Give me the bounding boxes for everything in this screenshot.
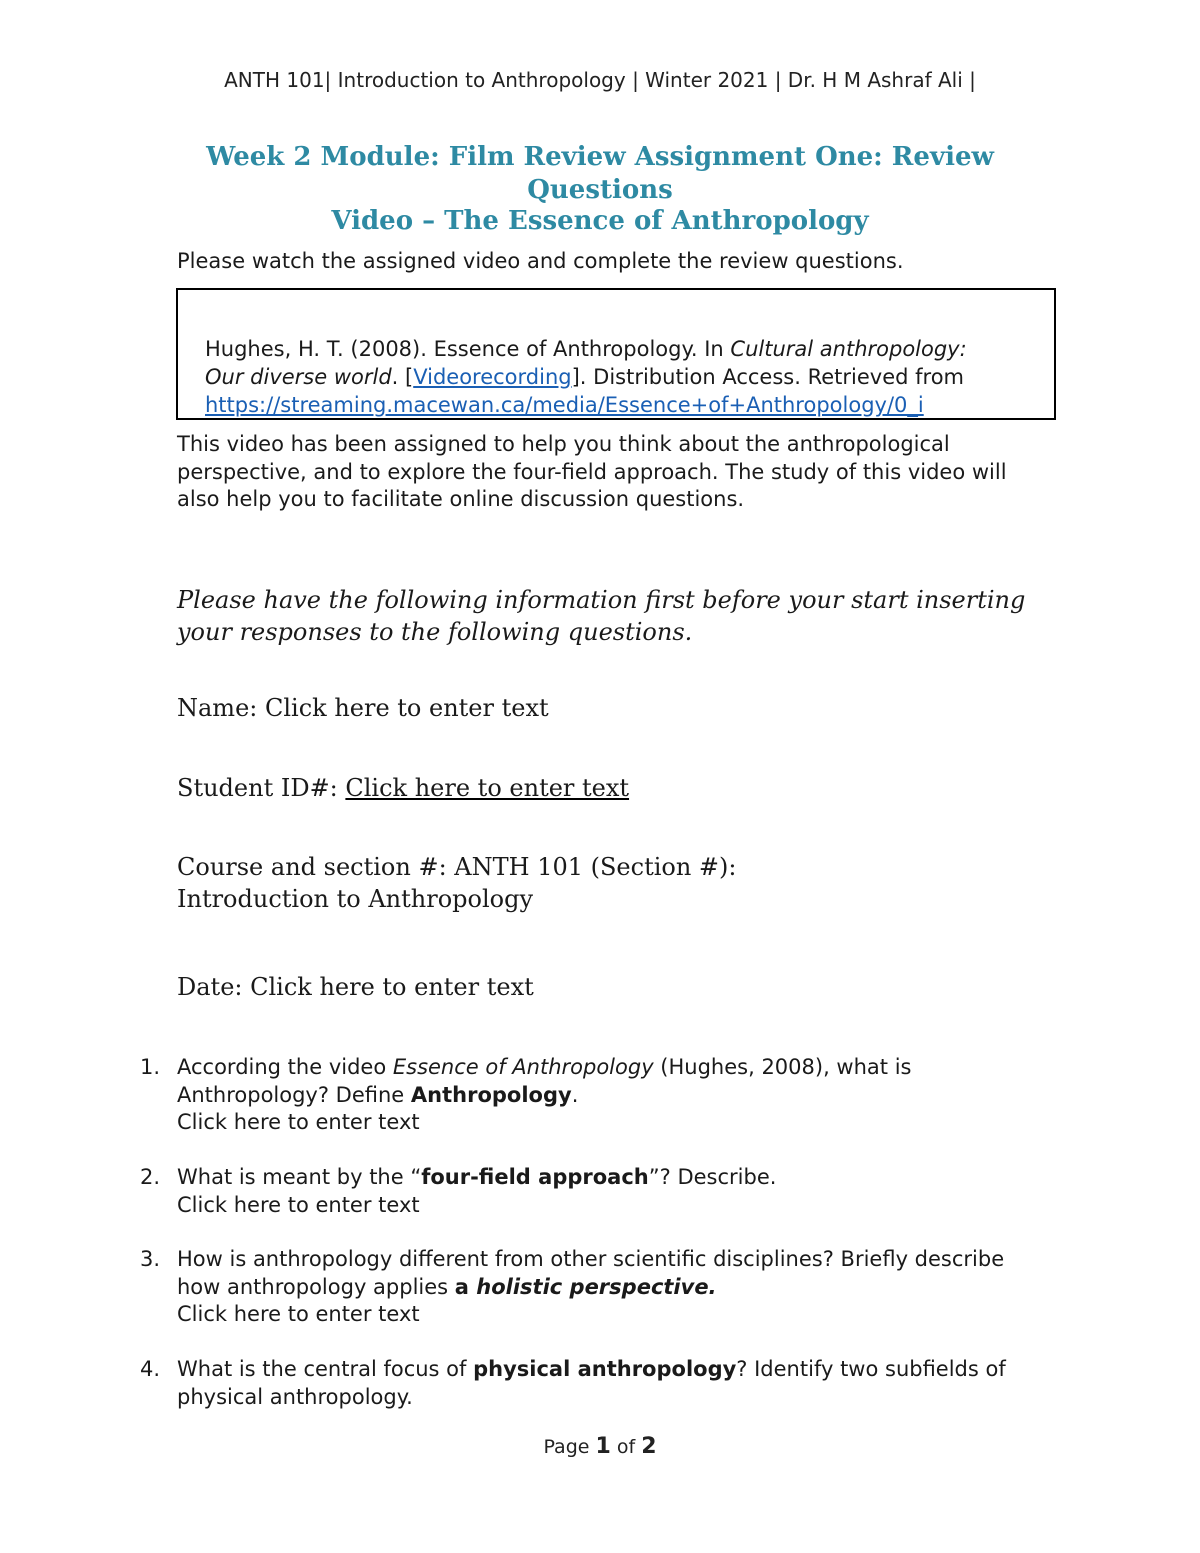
- answer-field[interactable]: Click here to enter text: [177, 1110, 420, 1134]
- student-id-field[interactable]: [177, 772, 629, 804]
- course-line-2: Introduction to Anthropology: [177, 885, 534, 913]
- question-number: 4.: [140, 1357, 161, 1381]
- question-body: [177, 1054, 1037, 1137]
- question-3: [140, 1246, 1040, 1330]
- intro-text: Please watch the assigned video and complete the review questions.: [177, 249, 904, 273]
- reference-box: [176, 288, 1056, 420]
- question-body: [177, 1356, 1037, 1411]
- student-id-input[interactable]: Click here to enter text: [345, 774, 630, 802]
- key-term: a: [454, 1274, 477, 1299]
- key-term: Anthropology: [410, 1082, 572, 1107]
- answer-field[interactable]: Click here to enter text: [177, 1302, 420, 1326]
- reference-punct: . [: [391, 365, 414, 389]
- reference-book-title: Cultural anthropology: Our diverse world: [205, 337, 967, 389]
- page-number: 1: [595, 1434, 611, 1459]
- question-text: (Hughes, 2008), what is Anthropology? Define: [177, 1055, 912, 1107]
- question-text: What is meant by the “: [177, 1165, 422, 1189]
- reference-authors: Hughes, H. T. (2008). Essence of Anthropology. In: [205, 337, 731, 361]
- instruction-text: Please have the following information first before your start inserting your responses to the following questions.: [177, 586, 1026, 646]
- document-header: ANTH 101| Introduction to Anthropology | Winter 2021 | Dr. H M Ashraf Ali |: [224, 68, 976, 92]
- title-line-2: Questions: [527, 175, 673, 205]
- question-text: What is the central focus of: [177, 1357, 474, 1381]
- page-label: Page: [543, 1436, 596, 1458]
- answer-field[interactable]: Click here to enter text: [177, 1192, 420, 1217]
- key-term: holistic perspective.: [476, 1274, 717, 1299]
- question-4: [140, 1356, 1040, 1412]
- question-number: 2.: [140, 1165, 161, 1189]
- question-2: [140, 1164, 1040, 1220]
- date-field[interactable]: Date: Click here to enter text: [177, 973, 534, 1001]
- purpose-paragraph: This video has been assigned to help you think about the anthropological perspective, and to explore the four-field approach. The study of this video will also help you to facilitate online discussion questions.: [177, 432, 1007, 511]
- question-text: ? Identify two subfields of physical anthropology.: [177, 1357, 1006, 1409]
- video-title-ref: Essence of Anthropology: [392, 1055, 654, 1079]
- question-body: [177, 1246, 1037, 1329]
- page-footer: [0, 1434, 1200, 1459]
- page-total: 2: [641, 1434, 657, 1459]
- course-section-field: [177, 851, 737, 915]
- video-title: Video – The Essence of Anthropology: [331, 206, 869, 236]
- question-text: ”? Describe.: [648, 1165, 777, 1189]
- question-1: [140, 1054, 1040, 1138]
- name-field[interactable]: Name: Click here to enter text: [177, 694, 549, 722]
- course-line-1: Course and section #: ANTH 101 (Section #):: [177, 853, 737, 881]
- assignment-title: [150, 141, 1050, 207]
- page-of-label: of: [610, 1436, 642, 1458]
- question-text: How is anthropology different from other scientific disciplines? Briefly describe how anthropology applies: [177, 1247, 1005, 1299]
- question-number: 1.: [140, 1055, 161, 1079]
- key-term: physical anthropology: [473, 1357, 737, 1381]
- key-term: four-field approach: [421, 1165, 649, 1189]
- title-line-1: Week 2 Module: Film Review Assignment One: Review: [206, 142, 994, 172]
- question-body: [177, 1164, 1037, 1219]
- question-text: .: [571, 1082, 579, 1107]
- streaming-url-link[interactable]: https://streaming.macewan.ca/media/Essence+of+Anthropology/0_i: [205, 393, 924, 417]
- student-id-label: Student ID#:: [177, 774, 346, 802]
- videorecording-link[interactable]: Videorecording: [413, 365, 572, 389]
- question-text: According the video: [177, 1055, 393, 1079]
- question-number: 3.: [140, 1247, 161, 1271]
- reference-distribution: ]. Distribution Access. Retrieved from: [571, 365, 964, 389]
- reference-citation: [205, 335, 1005, 419]
